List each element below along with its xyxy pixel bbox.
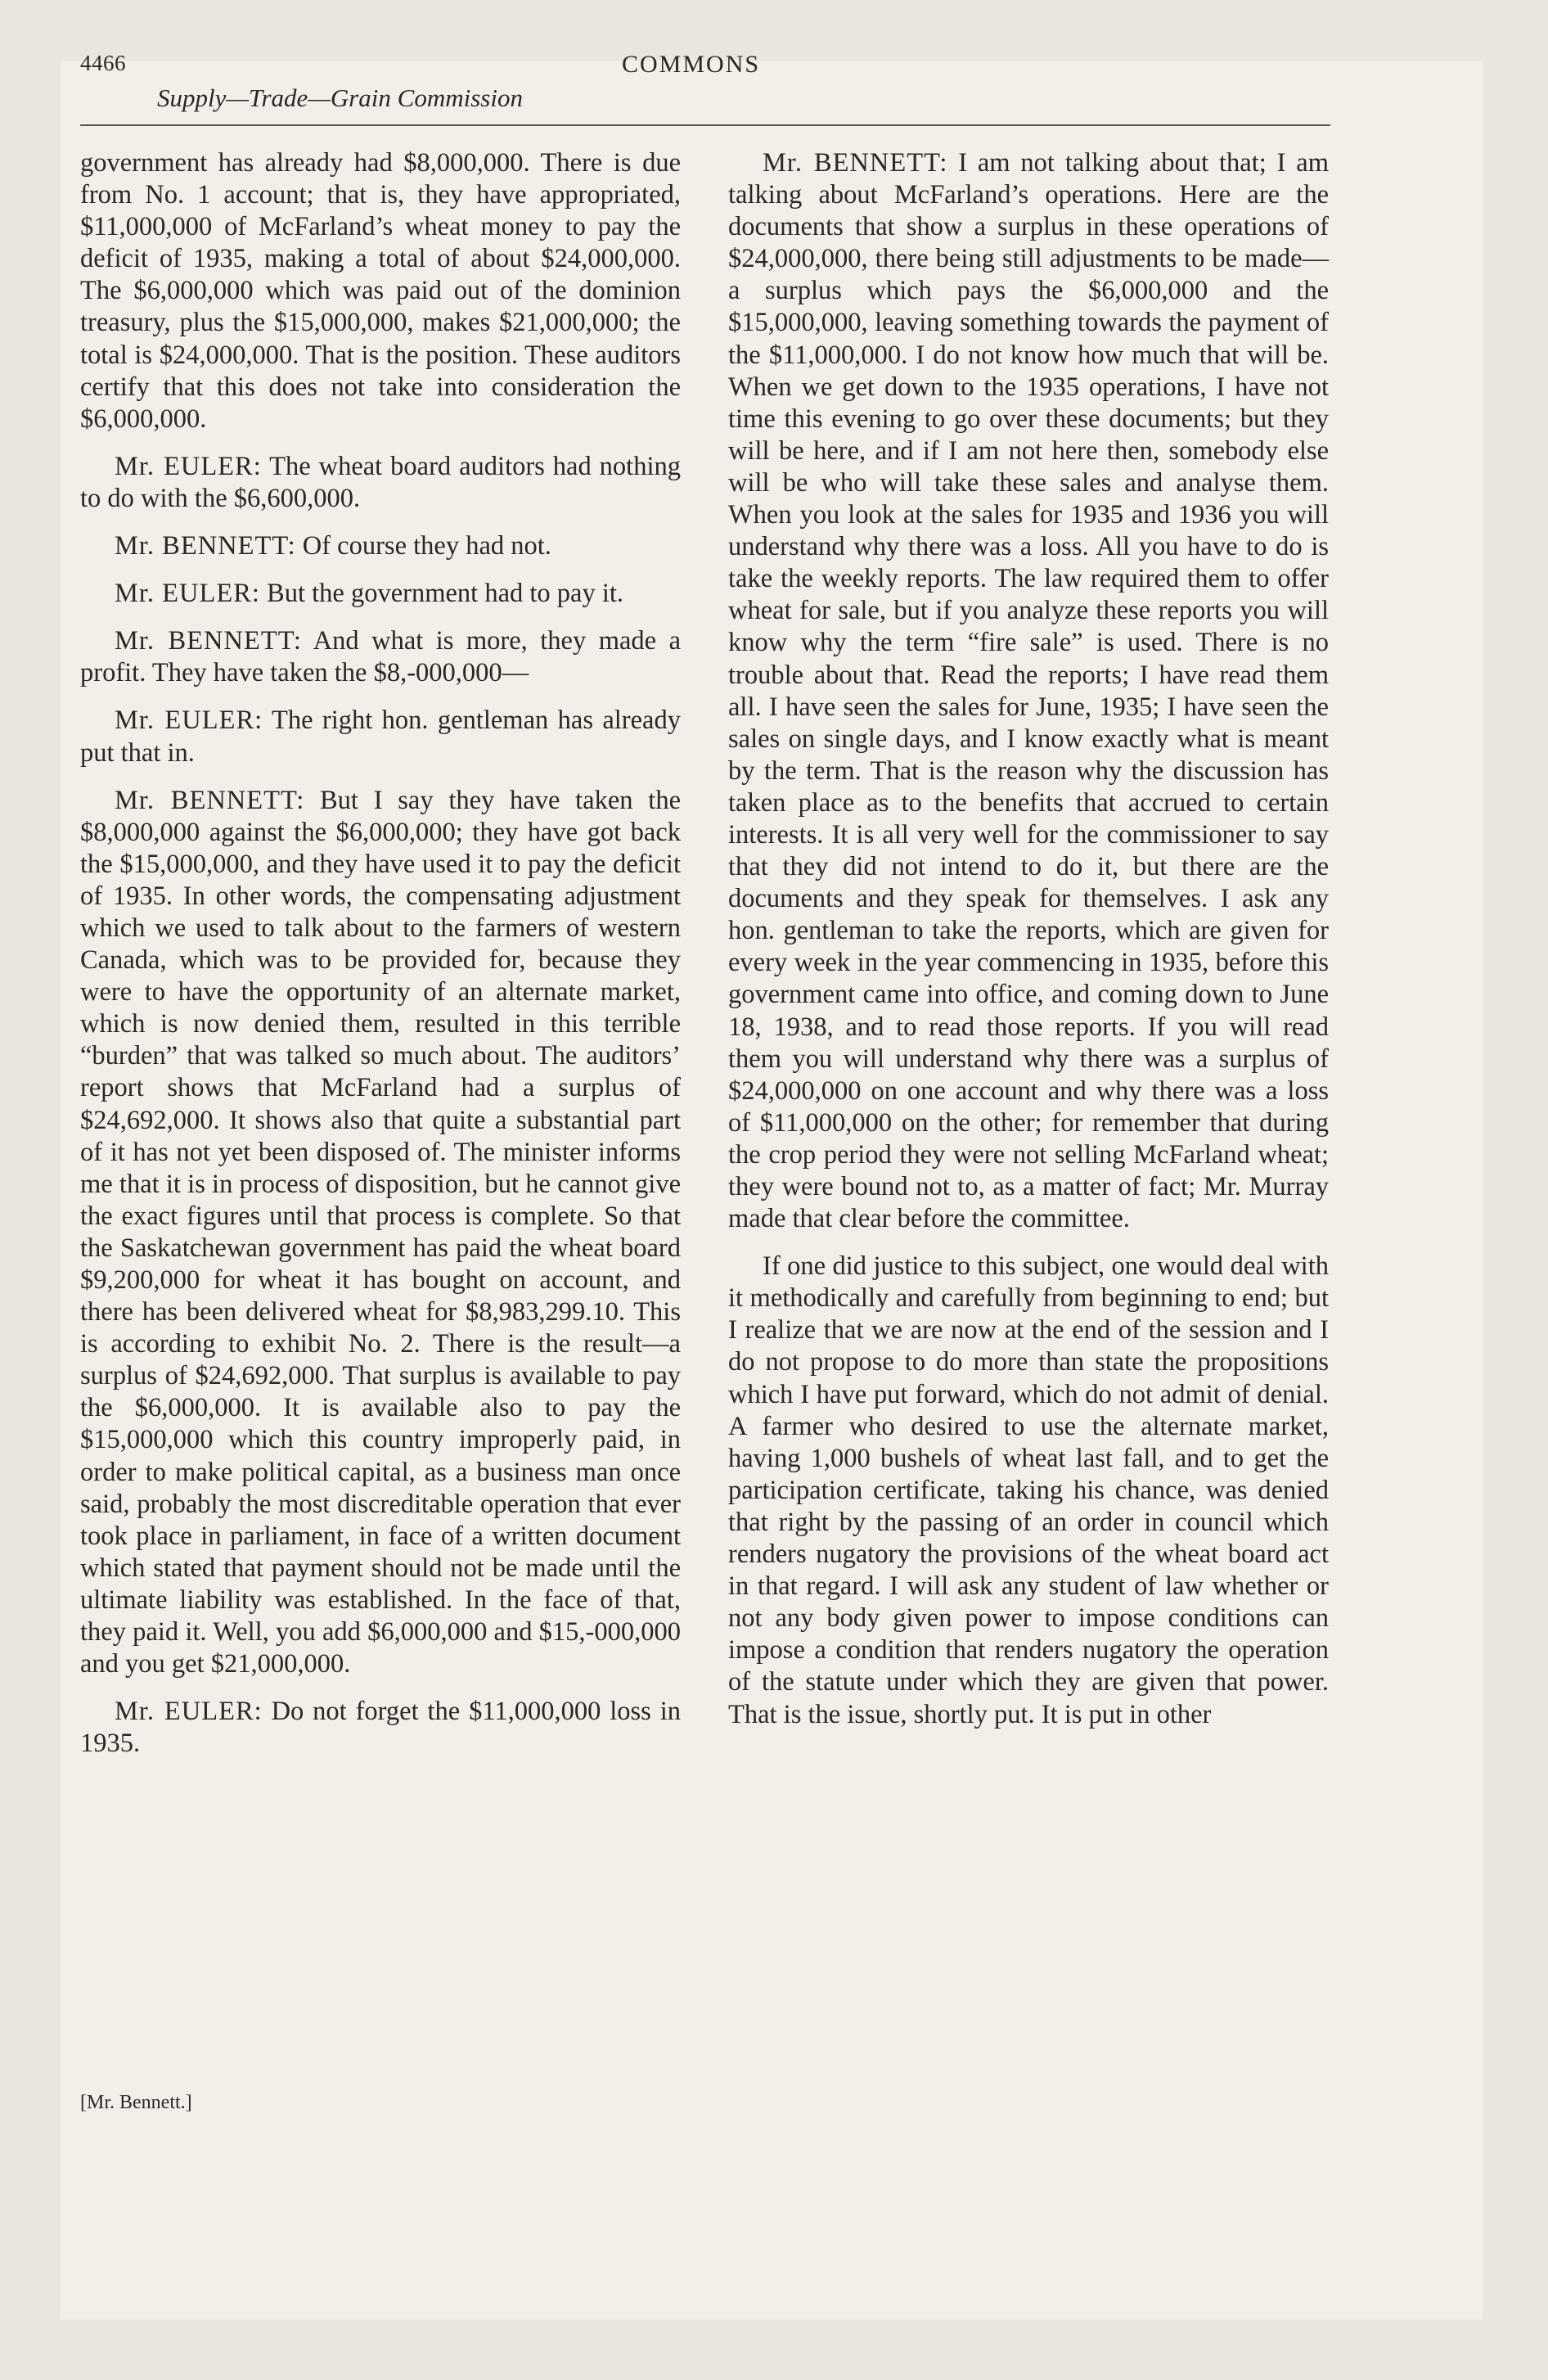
paragraph: [80, 147, 681, 435]
page-number: 4466: [80, 51, 126, 75]
running-subtitle: Supply—Trade—Grain Commission: [157, 83, 523, 112]
right-column: [728, 147, 1329, 1747]
paragraph: [80, 705, 681, 769]
paragraph: [80, 578, 681, 610]
speaker-name: Mr. EULER:: [115, 579, 260, 609]
speaker-name: Mr. EULER:: [115, 451, 262, 481]
footer-speaker-note: [Mr. Bennett.]: [80, 2092, 192, 2113]
speaker-name: Mr. EULER:: [115, 705, 263, 736]
running-title: COMMONS: [622, 51, 761, 78]
left-column: [80, 147, 681, 1775]
paragraph-text: And what is more, they made a profit. They have taken the $8,-000,000—: [80, 626, 681, 688]
paragraph: [728, 1251, 1329, 1730]
paragraph-text: government has already had $8,000,000. There is due from No. 1 account; that is, they have appropriated, $11,000,000 of McFarland’s wheat money to pay the deficit of 1935, making a total of about $24,000,000. The $6,000,000 which was paid out of the dominion treasury, plus the $15,000,000, makes $21,000,000; the total is $24,000,000. That is the position. These auditors certify that this does not take into consideration the $6,000,000.: [80, 148, 681, 434]
paragraph-text: I am not talking about that; I am talking about McFarland’s operations. Here are the documents that show a surplus in these operations of $24,000,000, there being still adjustments to be made—a surplus which pays the $6,000,000 and the $15,000,000, leaving something towards the payment of the $11,000,000. I do not know how much that will be. When we get down to the 1935 operations, I have not time this evening to go over these documents; but they will be here, and if I am not here then, somebody else will be who will take these sales and analyse them. When you look at the sales for 1935 and 1936 you will understand why there was a loss. All you have to do is take the weekly reports. The law required them to offer wheat for sale, but if you analyze these reports you will know why the term “fire sale” is used. There is no trouble about that. Read the reports; I have read them all. I have seen the sales for June, 1935; I have seen the sales on single days, and I know exactly what is meant by the term. That is the reason why the discussion has taken place as to the benefits that accrued to certain interests. It is all very well for the commissioner to say that they did not intend to do it, but there are the documents and they speak for themselves. I ask any hon. gentleman to take the reports, which are given for every week in the year commencing in 1935, before this government came into office, and coming down to June 18, 1938, and to read those reports. If you will read them you will understand why there was a surplus of $24,000,000 on one account and why there was a loss of $11,000,000 on the other; for remember that during the crop period they were not selling McFarland wheat; they were bound not to, as a matter of fact; Mr. Murray made that clear before the committee.: [728, 148, 1329, 1234]
speaker-name: Mr. BENNETT:: [115, 785, 305, 815]
paragraph-text: The wheat board auditors had nothing to do with the $6,600,000.: [80, 451, 681, 513]
speaker-name: Mr. EULER:: [115, 1697, 263, 1727]
speaker-name: Mr. BENNETT:: [115, 531, 296, 561]
paragraph-text: If one did justice to this subject, one would deal with it methodically and carefully from beginning to end; but I realize that we are now at the end of the session and I do not propose to do more than state the propositions which I have put forward, which do not admit of denial. A farmer who desired to use the alternate market, having 1,000 bushels of wheat last fall, and to get the participation certificate, taking his chance, was denied that right by the passing of an order in council which renders nugatory the provisions of the wheat board act in that regard. I will ask any student of law whether or not any body given power to impose conditions can impose a condition that renders nugatory the operation of the statute under which they are given that power. That is the issue, shortly put. It is put in other: [728, 1251, 1329, 1729]
paragraph: [80, 625, 681, 689]
paragraph-text: Of course they had not.: [302, 531, 551, 561]
paragraph: [80, 785, 681, 1681]
speaker-name: Mr. BENNETT:: [115, 626, 302, 656]
paragraph: [80, 530, 681, 562]
paragraph: [80, 1696, 681, 1760]
paragraph-text: But the government had to pay it.: [267, 579, 624, 609]
header-rule: [80, 124, 1330, 126]
paragraph-text: But I say they have taken the $8,000,000 against the $6,000,000; they have got back the $15,000,000, and they have used it to pay the deficit of 1935. In other words, the compensating adjustment which we used to talk about to the farmers of western Canada, which was to be provided for, because they were to have the opportunity of an alternate market, which is now denied them, resulted in this terrible “burden” that was talked so much about. The auditors’ report shows that McFarland had a surplus of $24,692,000. It shows also that quite a substantial part of it has not yet been disposed of. The minister informs me that it is in process of disposition, but he cannot give the exact figures until that process is complete. So that the Saskatchewan government has paid the wheat board $9,200,000 for wheat it has bought on account, and there has been delivered wheat for $8,983,299.10. This is according to exhibit No. 2. There is the result—a surplus of $24,692,000. That surplus is available to pay the $6,000,000. It is available also to pay the $15,000,000 which this country improperly paid, in order to make political capital, as a business man once said, probably the most discreditable operation that ever took place in parliament, in face of a written document which stated that payment should not be made until the ultimate liability was established. In the face of that, they paid it. Well, you add $6,000,000 and $15,-000,000 and you get $21,000,000.: [80, 785, 681, 1679]
paragraph-text: The right hon. gentleman has already put that in.: [80, 705, 681, 768]
paragraph-text: Do not forget the $11,000,000 loss in 1935.: [80, 1697, 681, 1759]
paragraph: [728, 147, 1329, 1235]
paragraph: [80, 451, 681, 515]
speaker-name: Mr. BENNETT:: [763, 148, 948, 178]
